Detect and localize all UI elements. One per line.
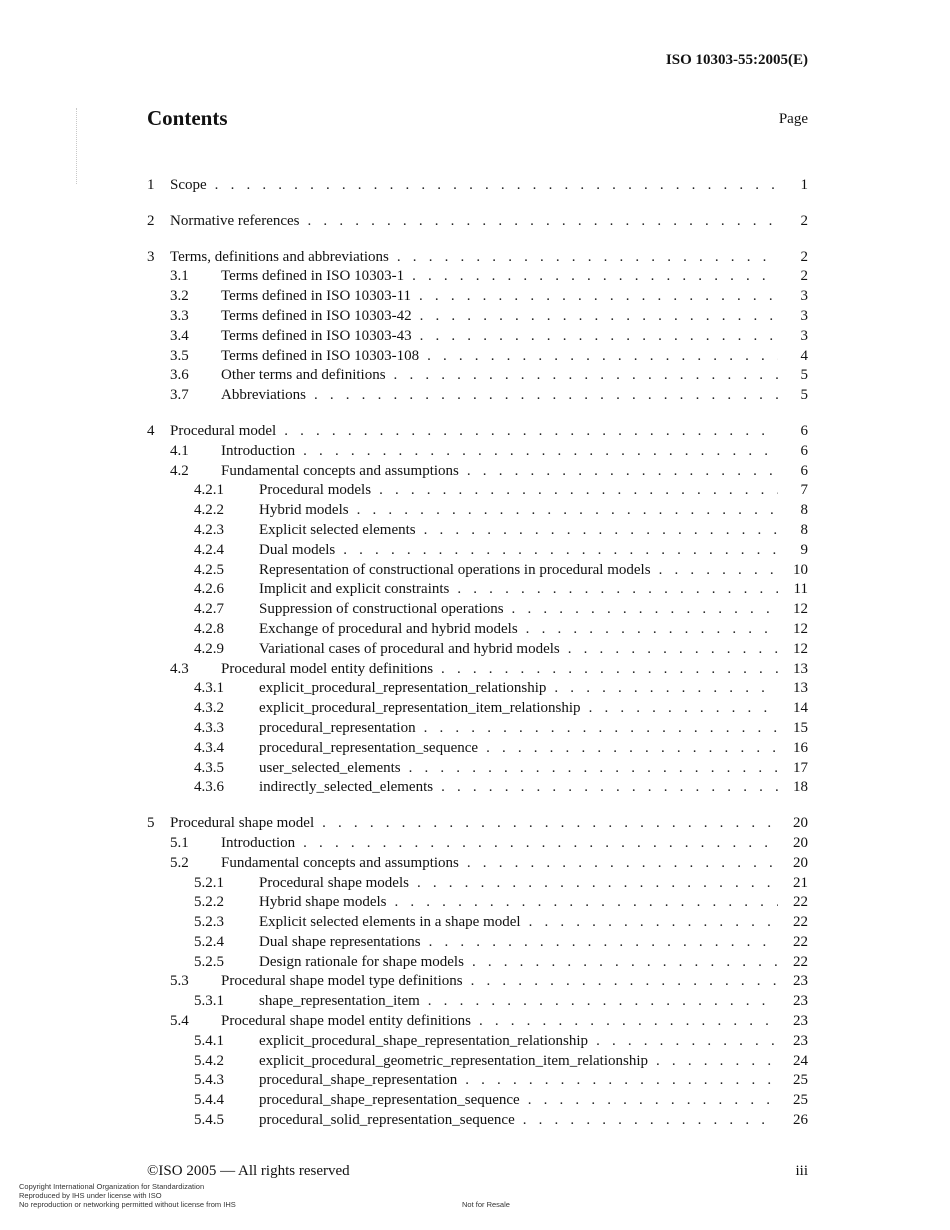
toc-entry-number: 4.2.3 [194, 521, 224, 538]
toc-group [147, 213, 808, 233]
toc-entry-title: Introduction [221, 834, 296, 851]
dot-leader [343, 542, 778, 559]
dot-leader [428, 993, 778, 1010]
toc-group [147, 177, 808, 197]
toc-entry[interactable] [147, 213, 808, 233]
page-title: Contents [147, 106, 228, 130]
toc-entry-title: Fundamental concepts and assumptions [221, 462, 459, 479]
toc-entry-number: 1 [147, 177, 155, 193]
toc-entry-title: Hybrid models [259, 502, 349, 519]
toc-entry-page: 13 [793, 680, 808, 697]
toc-entry-page: 22 [793, 933, 808, 950]
toc-entry-title: Terms defined in ISO 10303-1 [221, 268, 405, 285]
toc-entry[interactable] [147, 249, 808, 269]
toc-entry-title: explicit_procedural_geometric_representation_item_relationship [259, 1052, 649, 1069]
toc-entry[interactable] [147, 601, 808, 621]
dot-leader [528, 1092, 778, 1109]
dot-leader [471, 973, 778, 990]
toc-entry[interactable] [147, 993, 808, 1013]
not-for-resale-notice: Not for Resale [462, 1200, 510, 1209]
toc-entry-page: 3 [800, 307, 808, 324]
dot-leader [526, 621, 778, 638]
dot-leader [465, 1072, 778, 1089]
toc-entry-page: 13 [793, 660, 808, 677]
toc-entry-number: 4.3.5 [194, 759, 224, 776]
toc-entry-number: 5.4.5 [194, 1112, 224, 1129]
toc-entry[interactable] [147, 328, 808, 348]
dot-leader [397, 249, 778, 266]
dot-leader [409, 760, 778, 777]
toc-entry-title: Procedural shape models [259, 874, 409, 891]
toc-entry-title: Terms defined in ISO 10303-43 [221, 327, 412, 344]
toc-entry-title: Terms defined in ISO 10303-42 [221, 307, 412, 324]
toc-entry[interactable] [147, 522, 808, 542]
toc-entry[interactable] [147, 815, 808, 835]
toc-entry[interactable] [147, 288, 808, 308]
toc-entry-page: 14 [793, 700, 808, 717]
toc-entry-title: explicit_procedural_representation_item_relationship [259, 700, 581, 717]
toc-entry-title: Procedural models [259, 482, 372, 499]
toc-entry-number: 5.1 [170, 834, 189, 851]
toc-entry[interactable] [147, 463, 808, 483]
toc-entry-title: Terms, definitions and abbreviations [170, 248, 389, 265]
table-of-contents [147, 177, 808, 1148]
toc-entry[interactable] [147, 387, 808, 407]
toc-entry-number: 5.2.2 [194, 894, 224, 911]
toc-entry-title: Explicit selected elements [259, 521, 416, 538]
toc-entry-page: 20 [793, 815, 808, 832]
toc-entry-page: 2 [800, 212, 808, 229]
toc-entry-number: 4.3.6 [194, 779, 224, 796]
toc-entry-number: 4.2.5 [194, 561, 224, 578]
dot-leader [486, 740, 778, 757]
toc-entry-number: 3.2 [170, 288, 189, 305]
toc-entry[interactable] [147, 177, 808, 197]
dot-leader [303, 835, 778, 852]
toc-entry-title: Terms defined in ISO 10303-108 [221, 347, 420, 364]
toc-entry-number: 3.4 [170, 327, 189, 344]
toc-entry-number: 4.2 [170, 462, 189, 479]
toc-entry-number: 3.1 [170, 268, 189, 285]
dot-leader [659, 562, 778, 579]
dot-leader [357, 502, 778, 519]
toc-entry[interactable] [147, 581, 808, 601]
dot-leader [656, 1053, 778, 1070]
toc-entry[interactable] [147, 1013, 808, 1033]
toc-entry-number: 3 [147, 248, 155, 265]
toc-entry-title: Fundamental concepts and assumptions [221, 854, 459, 871]
dot-leader [554, 680, 778, 697]
toc-entry-number: 4.3.1 [194, 680, 224, 697]
dot-leader [394, 894, 778, 911]
toc-entry[interactable] [147, 661, 808, 681]
toc-group [147, 815, 808, 1132]
toc-entry-number: 5 [147, 815, 155, 832]
toc-entry-title: Procedural model entity definitions [221, 660, 434, 677]
toc-entry-number: 5.4 [170, 1013, 189, 1030]
toc-entry-title: procedural_representation [259, 719, 416, 736]
toc-entry-page: 20 [793, 834, 808, 851]
toc-entry-page: 22 [793, 953, 808, 970]
toc-entry-number: 5.4.2 [194, 1052, 224, 1069]
toc-entry-number: 3.5 [170, 347, 189, 364]
dot-leader [308, 213, 778, 230]
dot-leader [427, 348, 778, 365]
dot-leader [429, 934, 778, 951]
toc-entry-number: 2 [147, 212, 155, 229]
dot-leader [568, 641, 778, 658]
toc-entry[interactable] [147, 835, 808, 855]
toc-entry[interactable] [147, 1092, 808, 1112]
dot-leader [472, 954, 778, 971]
dot-leader [424, 522, 778, 539]
toc-entry-page: 18 [793, 779, 808, 796]
toc-entry[interactable] [147, 443, 808, 463]
dot-leader [420, 308, 778, 325]
toc-entry-page: 8 [800, 521, 808, 538]
dot-leader [523, 1112, 778, 1129]
toc-entry-number: 5.2.1 [194, 874, 224, 891]
toc-entry-number: 3.7 [170, 387, 189, 404]
toc-entry-number: 3.3 [170, 307, 189, 324]
toc-entry-title: Representation of constructional operations in procedural models [259, 561, 651, 578]
toc-entry-page: 2 [800, 268, 808, 285]
toc-entry[interactable] [147, 502, 808, 522]
toc-entry-title: procedural_representation_sequence [259, 739, 479, 756]
toc-entry-title: Dual shape representations [259, 933, 421, 950]
toc-entry-page: 3 [800, 327, 808, 344]
toc-entry[interactable] [147, 1112, 808, 1132]
dot-leader [424, 720, 778, 737]
dot-leader [420, 328, 778, 345]
toc-entry[interactable] [147, 914, 808, 934]
toc-entry-page: 11 [793, 581, 808, 598]
toc-entry[interactable] [147, 621, 808, 641]
toc-entry[interactable] [147, 954, 808, 974]
toc-entry-page: 3 [800, 288, 808, 305]
page-column-heading: Page [778, 111, 808, 127]
toc-entry-title: Exchange of procedural and hybrid models [259, 620, 518, 637]
toc-entry-page: 6 [800, 442, 808, 459]
toc-entry[interactable] [147, 641, 808, 661]
toc-entry[interactable] [147, 1053, 808, 1073]
dot-leader [467, 855, 778, 872]
ihs-line: Reproduced by IHS under license with ISO [19, 1191, 162, 1200]
toc-entry-page: 5 [800, 367, 808, 384]
toc-entry-title: Design rationale for shape models [259, 953, 464, 970]
toc-entry-number: 5.2.3 [194, 914, 224, 931]
toc-entry-page: 22 [793, 914, 808, 931]
toc-entry-page: 23 [793, 993, 808, 1010]
dot-leader [417, 875, 778, 892]
margin-mark [76, 108, 79, 184]
toc-entry-page: 2 [800, 248, 808, 265]
toc-entry[interactable] [147, 1072, 808, 1092]
toc-entry-title: Variational cases of procedural and hybrid models [259, 640, 560, 657]
toc-entry-number: 4 [147, 422, 155, 439]
toc-entry-page: 25 [793, 1092, 808, 1109]
toc-entry-number: 4.2.4 [194, 541, 224, 558]
copyright-notice: ©ISO 2005 — All rights reserved [147, 1163, 350, 1179]
toc-entry-title: Abbreviations [221, 387, 306, 404]
toc-entry-page: 6 [800, 462, 808, 479]
toc-entry-page: 22 [793, 894, 808, 911]
dot-leader [441, 779, 778, 796]
toc-entry[interactable] [147, 760, 808, 780]
toc-entry-page: 23 [793, 1032, 808, 1049]
toc-entry-number: 4.2.6 [194, 581, 224, 598]
toc-entry-number: 3.6 [170, 367, 189, 384]
toc-entry-number: 5.3 [170, 973, 189, 990]
toc-entry-page: 12 [793, 601, 808, 618]
toc-entry-title: Procedural model [170, 422, 277, 439]
toc-entry-number: 4.2.7 [194, 601, 224, 618]
toc-entry-page: 24 [793, 1052, 808, 1069]
toc-entry-page: 10 [793, 561, 808, 578]
toc-entry-number: 5.2 [170, 854, 189, 871]
toc-entry[interactable] [147, 855, 808, 875]
toc-entry-title: Suppression of constructional operations [259, 601, 504, 618]
toc-entry-page: 1 [800, 177, 808, 193]
toc-entry-title: explicit_procedural_shape_representation_relationship [259, 1032, 589, 1049]
toc-entry-title: Procedural shape model entity definitions [221, 1013, 471, 1030]
toc-entry-number: 4.3.4 [194, 739, 224, 756]
dot-leader [215, 177, 778, 194]
dot-leader [467, 463, 778, 480]
toc-entry[interactable] [147, 779, 808, 799]
toc-entry[interactable] [147, 348, 808, 368]
page-number: iii [795, 1163, 808, 1179]
dot-leader [441, 661, 778, 678]
toc-entry-number: 4.2.8 [194, 620, 224, 637]
toc-entry[interactable] [147, 740, 808, 760]
toc-entry[interactable] [147, 875, 808, 895]
toc-entry-page: 5 [800, 387, 808, 404]
toc-entry-title: procedural_solid_representation_sequence [259, 1112, 515, 1129]
dot-leader [412, 268, 778, 285]
toc-group [147, 423, 808, 799]
toc-entry-title: Other terms and definitions [221, 367, 386, 384]
toc-entry-page: 16 [793, 739, 808, 756]
toc-entry-page: 4 [800, 347, 808, 364]
toc-entry-page: 23 [793, 973, 808, 990]
document-id: ISO 10303-55:2005(E) [665, 52, 808, 68]
dot-leader [379, 482, 778, 499]
dot-leader [596, 1033, 778, 1050]
toc-entry[interactable] [147, 423, 808, 443]
toc-entry-page: 25 [793, 1072, 808, 1089]
toc-group [147, 249, 808, 407]
toc-entry-title: explicit_procedural_representation_relationship [259, 680, 547, 697]
toc-entry-title: Explicit selected elements in a shape model [259, 914, 521, 931]
dot-leader [419, 288, 778, 305]
toc-entry-number: 5.2.4 [194, 933, 224, 950]
toc-entry[interactable] [147, 542, 808, 562]
toc-entry-title: Scope [170, 177, 207, 193]
toc-entry-title: Introduction [221, 442, 296, 459]
toc-entry-title: Hybrid shape models [259, 894, 387, 911]
toc-entry-page: 26 [793, 1112, 808, 1129]
dot-leader [314, 387, 778, 404]
toc-entry-title: procedural_shape_representation [259, 1072, 458, 1089]
toc-entry-page: 7 [800, 482, 808, 499]
toc-entry-number: 5.4.4 [194, 1092, 224, 1109]
toc-entry-title: Procedural shape model [170, 815, 315, 832]
toc-entry-page: 9 [800, 541, 808, 558]
dot-leader [479, 1013, 778, 1030]
toc-entry-page: 12 [793, 640, 808, 657]
toc-entry-title: shape_representation_item [259, 993, 420, 1010]
toc-entry-number: 5.4.1 [194, 1032, 224, 1049]
toc-entry[interactable] [147, 934, 808, 954]
ihs-license-notice [19, 1182, 236, 1209]
toc-entry-number: 4.3.3 [194, 719, 224, 736]
toc-entry[interactable] [147, 700, 808, 720]
dot-leader [394, 367, 778, 384]
toc-entry-number: 4.3 [170, 660, 189, 677]
ihs-line: No reproduction or networking permitted without license from IHS [19, 1200, 236, 1209]
toc-entry-page: 12 [793, 620, 808, 637]
toc-entry[interactable] [147, 720, 808, 740]
dot-leader [512, 601, 778, 618]
toc-entry-title: Dual models [259, 541, 336, 558]
toc-entry-page: 21 [793, 874, 808, 891]
toc-entry[interactable] [147, 1033, 808, 1053]
toc-entry-page: 6 [800, 422, 808, 439]
dot-leader [529, 914, 778, 931]
dot-leader [589, 700, 778, 717]
toc-entry[interactable] [147, 367, 808, 387]
toc-entry[interactable] [147, 562, 808, 582]
toc-entry[interactable] [147, 268, 808, 288]
toc-entry[interactable] [147, 894, 808, 914]
toc-entry-title: procedural_shape_representation_sequence [259, 1092, 520, 1109]
toc-entry-number: 4.2.9 [194, 640, 224, 657]
toc-entry-number: 4.3.2 [194, 700, 224, 717]
toc-entry-title: indirectly_selected_elements [259, 779, 434, 796]
dot-leader [457, 581, 778, 598]
toc-entry-title: Terms defined in ISO 10303-11 [221, 288, 412, 305]
toc-entry-page: 20 [793, 854, 808, 871]
toc-entry-title: user_selected_elements [259, 759, 401, 776]
toc-entry[interactable] [147, 482, 808, 502]
dot-leader [303, 443, 778, 460]
dot-leader [284, 423, 778, 440]
toc-entry-title: Implicit and explicit constraints [259, 581, 450, 598]
ihs-line: Copyright International Organization for Standardization [19, 1182, 205, 1191]
toc-entry-number: 4.2.2 [194, 502, 224, 519]
toc-entry[interactable] [147, 973, 808, 993]
toc-entry-number: 5.4.3 [194, 1072, 224, 1089]
toc-entry[interactable] [147, 680, 808, 700]
toc-entry[interactable] [147, 308, 808, 328]
dot-leader [322, 815, 778, 832]
toc-entry-page: 17 [793, 759, 808, 776]
toc-entry-page: 8 [800, 502, 808, 519]
toc-entry-page: 15 [793, 719, 808, 736]
toc-entry-number: 5.2.5 [194, 953, 224, 970]
toc-entry-title: Procedural shape model type definitions [221, 973, 463, 990]
toc-entry-page: 23 [793, 1013, 808, 1030]
toc-entry-number: 5.3.1 [194, 993, 224, 1010]
toc-entry-number: 4.2.1 [194, 482, 224, 499]
toc-entry-number: 4.1 [170, 442, 189, 459]
toc-entry-title: Normative references [170, 212, 300, 229]
